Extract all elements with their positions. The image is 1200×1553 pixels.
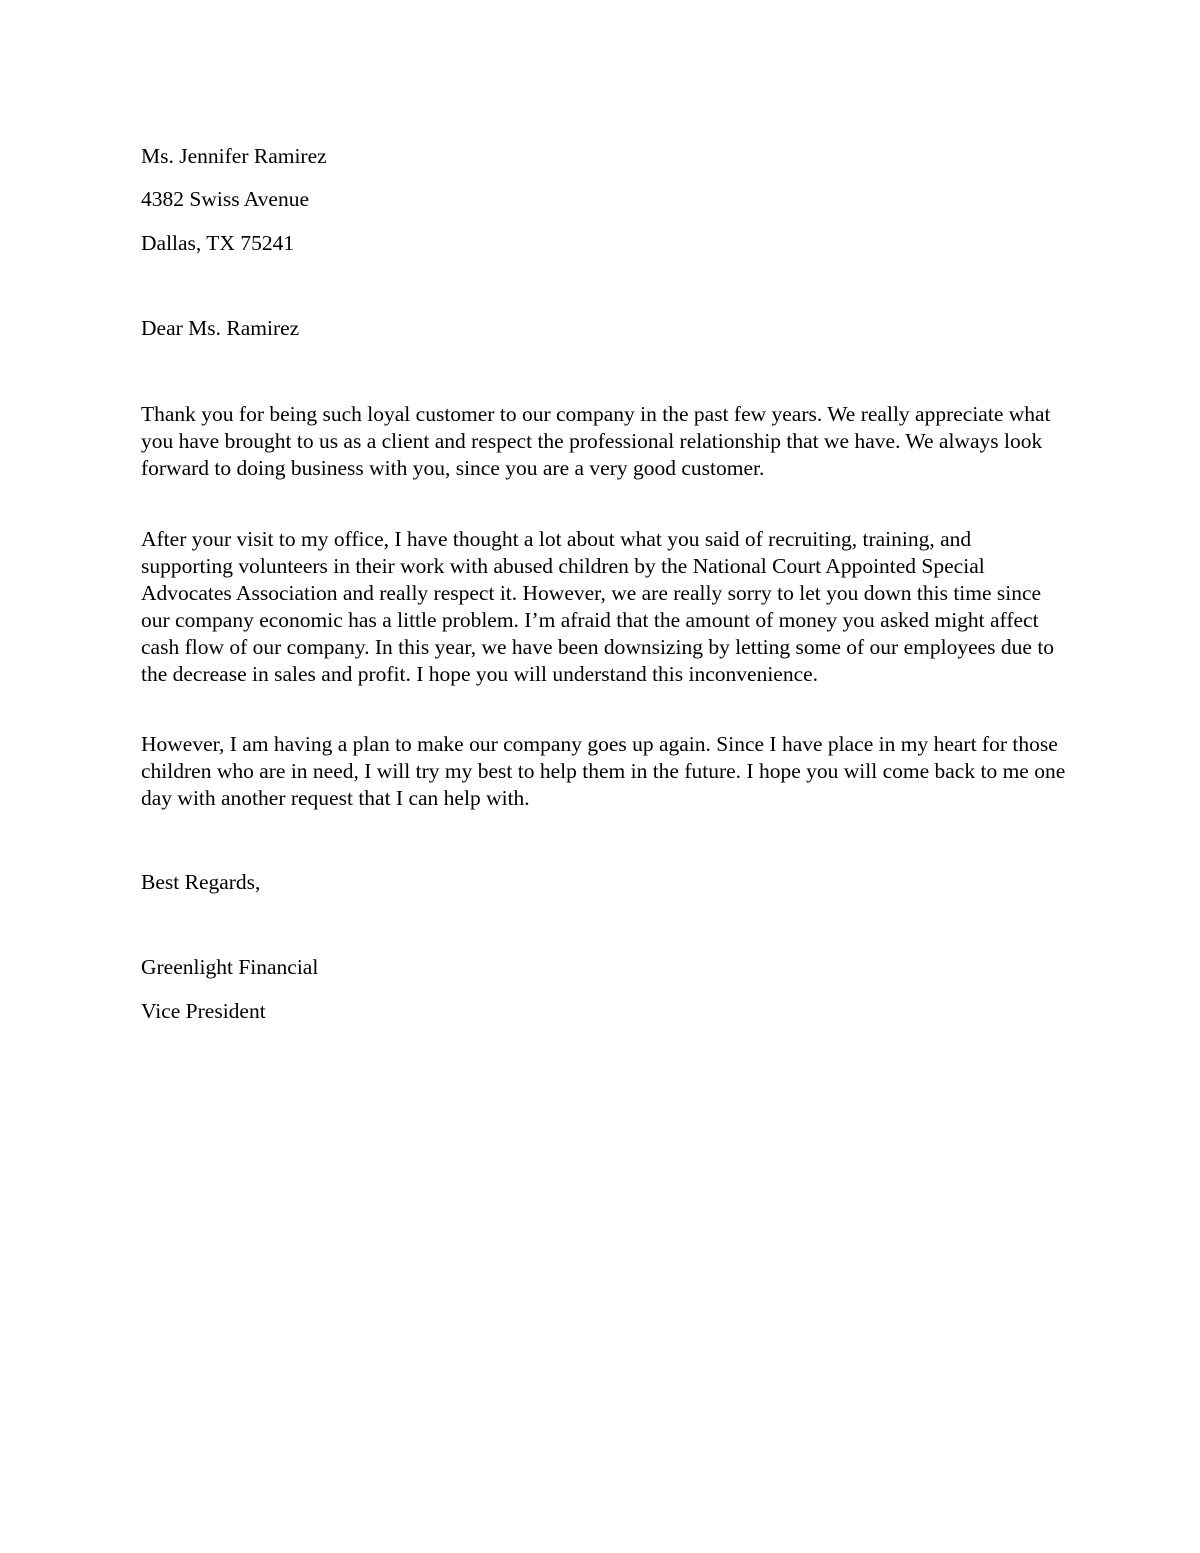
- recipient-name: Ms. Jennifer Ramirez: [141, 144, 327, 168]
- body-paragraph-2: After your visit to my office, I have thought a lot about what you said of recruiting, training, and supporting volunteers in their work with abused children by the National Court Appointed Special Advocates Association and really respect it. However, we are really sorry to let you down this time since our company economic has a little problem. I’m afraid that the amount of money you asked might affect cash flow of our company. In this year, we have been downsizing by letting some of our employees due to the decrease in sales and profit. I hope you will understand this inconvenience.: [141, 527, 1055, 686]
- body-paragraph-3: However, I am having a plan to make our company goes up again. Since I have place in my heart for those children who are in need, I will try my best to help them in the future. I hope you will come back to me one day with another request that I can help with.: [141, 732, 1066, 810]
- signature-title: Vice President: [141, 999, 266, 1023]
- closing: Best Regards,: [141, 870, 261, 894]
- body-paragraph-1: Thank you for being such loyal customer to our company in the past few years. We really appreciate what you have brought to us as a client and respect the professional relationship that we have. We always look forward to doing business with you, since you are a very good customer.: [141, 402, 1051, 480]
- recipient-city-state-zip: Dallas, TX 75241: [141, 231, 295, 255]
- signature-company: Greenlight Financial: [141, 955, 319, 979]
- salutation: Dear Ms. Ramirez: [141, 316, 300, 340]
- recipient-street: 4382 Swiss Avenue: [141, 187, 310, 211]
